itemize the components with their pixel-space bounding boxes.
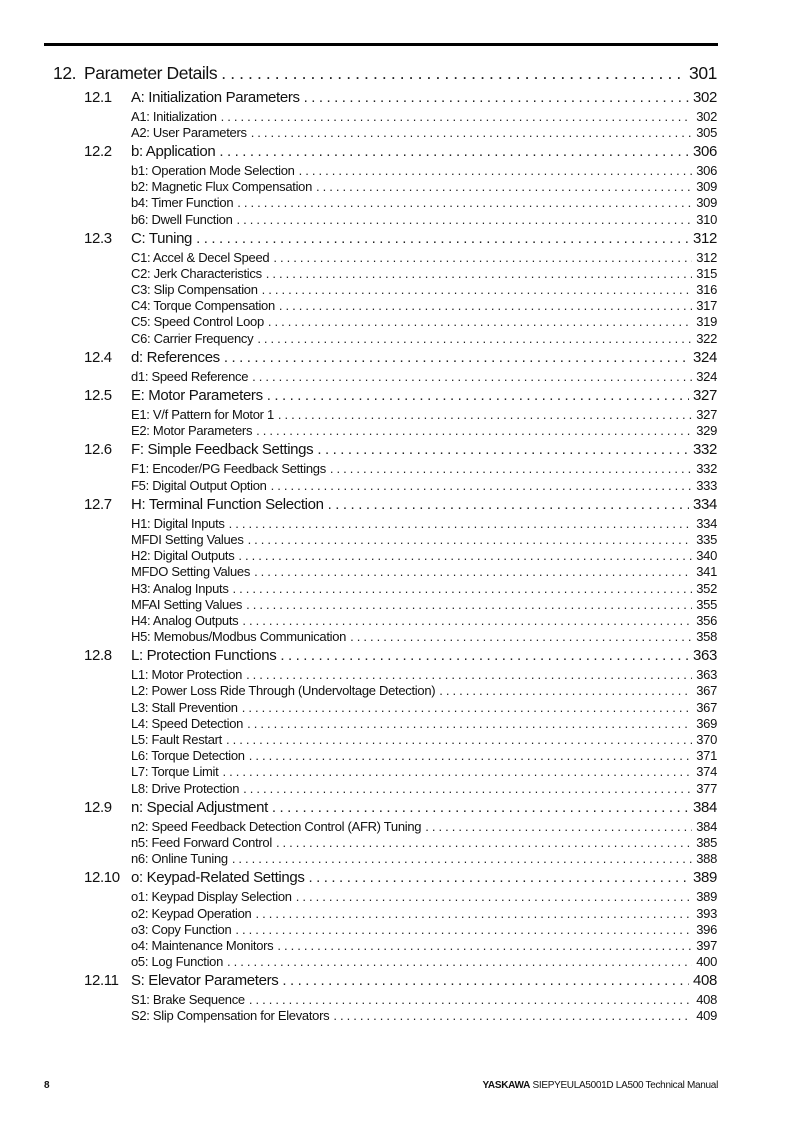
subsection-title: MFAI Setting Values	[131, 596, 243, 612]
subsection-page: 322	[696, 330, 717, 346]
subsection-title: n6: Online Tuning	[131, 851, 228, 867]
section-number: 12.10	[84, 869, 120, 887]
dot-leader	[328, 496, 689, 513]
section-title: A: Initialization Parameters	[131, 88, 300, 106]
toc-subsection-entry[interactable]	[53, 612, 717, 628]
subsection-page: 309	[696, 179, 717, 195]
subsection-page: 306	[696, 162, 717, 178]
toc-subsection-entry[interactable]	[53, 330, 717, 346]
section-title: H: Terminal Function Selection	[131, 495, 324, 513]
subsection-title: MFDI Setting Values	[131, 531, 244, 547]
footer-manual-name: SIEPYEULA5001D LA500 Technical Manual	[532, 1080, 718, 1091]
page-footer	[44, 1080, 718, 1091]
dot-leader	[317, 441, 689, 458]
section-page: 306	[693, 142, 717, 160]
toc-subsection-entry[interactable]	[53, 715, 717, 731]
chapter-number: 12.	[53, 62, 77, 83]
subsection-title: o2: Keypad Operation	[131, 905, 252, 921]
toc-section-entry[interactable]	[53, 493, 717, 515]
subsection-title: o1: Keypad Display Selection	[131, 889, 292, 905]
subsection-page: 367	[696, 683, 717, 699]
subsection-title: o5: Log Function	[131, 954, 224, 970]
section-number: 12.1	[84, 88, 112, 106]
toc-subsection-entry[interactable]	[53, 580, 717, 596]
toc-chapter-entry[interactable]	[53, 60, 717, 86]
section-number: 12.4	[84, 348, 112, 366]
subsection-title: b6: Dwell Function	[131, 211, 233, 227]
toc-section-entry[interactable]	[53, 970, 717, 992]
subsection-title: L8: Drive Protection	[131, 780, 240, 796]
dot-leader	[238, 548, 692, 563]
subsection-title: b4: Timer Function	[131, 195, 234, 211]
dot-leader	[257, 331, 692, 346]
dot-leader	[222, 764, 692, 779]
dot-leader	[439, 683, 692, 698]
subsection-page: 397	[696, 937, 717, 953]
toc-subsection-entry[interactable]	[53, 368, 717, 384]
dot-leader	[243, 781, 692, 796]
dot-leader	[247, 716, 692, 731]
subsection-title: F1: Encoder/PG Feedback Settings	[131, 461, 326, 477]
section-number: 12.2	[84, 142, 112, 160]
section-number: 12.3	[84, 229, 112, 247]
section-number: 12.5	[84, 386, 112, 404]
toc-subsection-entry[interactable]	[53, 905, 717, 921]
subsection-title: MFDO Setting Values	[131, 564, 251, 580]
subsection-page: 371	[696, 748, 717, 764]
subsection-title: H5: Memobus/Modbus Communication	[131, 629, 347, 645]
subsection-page: 369	[696, 715, 717, 731]
section-number: 12.8	[84, 647, 112, 665]
toc-subsection-entry[interactable]	[53, 211, 717, 227]
toc-section-entry[interactable]	[53, 439, 717, 461]
toc-subsection-entry[interactable]	[53, 596, 717, 612]
subsection-title: b1: Operation Mode Selection	[131, 162, 295, 178]
subsection-page: 389	[696, 889, 717, 905]
subsection-title: n5: Feed Forward Control	[131, 834, 272, 850]
subsection-page: 367	[696, 699, 717, 715]
toc-subsection-entry[interactable]	[53, 314, 717, 330]
toc-subsection-entry[interactable]	[53, 683, 717, 699]
toc-subsection-entry[interactable]	[53, 298, 717, 314]
toc-subsection-entry[interactable]	[53, 629, 717, 645]
subsection-title: b2: Magnetic Flux Compensation	[131, 179, 313, 195]
toc-subsection-entry[interactable]	[53, 265, 717, 281]
subsection-page: 327	[696, 407, 717, 423]
dot-leader	[316, 179, 692, 194]
section-page: 327	[693, 386, 717, 404]
toc-subsection-entry[interactable]	[53, 548, 717, 564]
dot-leader	[262, 282, 693, 297]
toc-section-entry[interactable]	[53, 346, 717, 368]
dot-leader	[233, 581, 693, 596]
subsection-title: C2: Jerk Characteristics	[131, 265, 262, 281]
section-title: n: Special Adjustment	[131, 798, 268, 816]
subsection-page: 363	[696, 667, 717, 683]
subsection-page: 329	[696, 423, 717, 439]
dot-leader	[248, 532, 693, 547]
dot-leader	[242, 613, 692, 628]
dot-leader	[246, 667, 692, 682]
dot-leader	[266, 266, 692, 281]
section-page: 389	[693, 869, 717, 887]
dot-leader	[267, 387, 689, 404]
subsection-title: S1: Brake Sequence	[131, 992, 245, 1008]
dot-leader	[235, 922, 692, 937]
chapter-page: 301	[689, 62, 717, 83]
dot-leader	[221, 63, 685, 84]
subsection-page: 335	[696, 531, 717, 547]
dot-leader	[255, 906, 692, 921]
dot-leader	[277, 938, 692, 953]
dot-leader	[196, 230, 689, 247]
subsection-page: 358	[696, 629, 717, 645]
subsection-title: F5: Digital Output Option	[131, 477, 267, 493]
toc-subsection-entry[interactable]	[53, 954, 717, 970]
header-rule	[44, 43, 718, 46]
toc-subsection-entry[interactable]	[53, 406, 717, 422]
subsection-page: 393	[696, 905, 717, 921]
dot-leader	[237, 212, 693, 227]
subsection-title: n2: Speed Feedback Detection Control (AFR) Tuning	[131, 818, 422, 834]
subsection-title: C6: Carrier Frequency	[131, 330, 254, 346]
subsection-page: 355	[696, 596, 717, 612]
toc-subsection-entry[interactable]	[53, 731, 717, 747]
section-number: 12.11	[84, 972, 119, 990]
dot-leader	[280, 647, 689, 664]
dot-leader	[251, 125, 693, 140]
dot-leader	[425, 819, 692, 834]
toc-subsection-entry[interactable]	[53, 564, 717, 580]
footer-page-number: 8	[44, 1080, 50, 1091]
subsection-page: 315	[696, 265, 717, 281]
dot-leader	[268, 314, 692, 329]
toc-subsection-entry[interactable]	[53, 179, 717, 195]
toc-subsection-entry[interactable]	[53, 937, 717, 953]
dot-leader	[224, 349, 689, 366]
section-page: 384	[693, 798, 717, 816]
subsection-page: 319	[696, 314, 717, 330]
toc-subsection-entry[interactable]	[53, 461, 717, 477]
subsection-title: o4: Maintenance Monitors	[131, 937, 274, 953]
section-title: C: Tuning	[131, 229, 193, 247]
footer-manual-title	[482, 1080, 718, 1091]
toc-subsection-entry[interactable]	[53, 124, 717, 140]
subsection-title: d1: Speed Reference	[131, 368, 249, 384]
subsection-page: 324	[696, 368, 717, 384]
section-title: E: Motor Parameters	[131, 386, 263, 404]
toc-subsection-entry[interactable]	[53, 423, 717, 439]
subsection-page: 317	[696, 298, 717, 314]
subsection-title: C3: Slip Compensation	[131, 282, 258, 298]
subsection-page: 305	[696, 124, 717, 140]
toc-subsection-entry[interactable]	[53, 699, 717, 715]
toc-subsection-entry[interactable]	[53, 162, 717, 178]
subsection-page: 388	[696, 851, 717, 867]
toc-section-entry[interactable]	[53, 796, 717, 818]
subsection-title: C5: Speed Control Loop	[131, 314, 264, 330]
toc-subsection-entry[interactable]	[53, 921, 717, 937]
dot-leader	[254, 564, 692, 579]
subsection-title: A2: User Parameters	[131, 124, 247, 140]
toc-subsection-entry[interactable]	[53, 851, 717, 867]
toc-subsection-entry[interactable]	[53, 108, 717, 124]
dot-leader	[278, 407, 692, 422]
subsection-title: E2: Motor Parameters	[131, 423, 253, 439]
dot-leader	[272, 799, 689, 816]
section-title: L: Protection Functions	[131, 647, 277, 665]
dot-leader	[227, 954, 692, 969]
subsection-page: 312	[696, 249, 717, 265]
subsection-page: 332	[696, 461, 717, 477]
section-number: 12.9	[84, 798, 112, 816]
subsection-title: A1: Initialization	[131, 108, 217, 124]
toc-subsection-entry[interactable]	[53, 249, 717, 265]
dot-leader	[279, 298, 692, 313]
section-page: 324	[693, 348, 717, 366]
subsection-title: L7: Torque Limit	[131, 764, 219, 780]
toc-subsection-entry[interactable]	[53, 780, 717, 796]
dot-leader	[232, 851, 692, 866]
subsection-title: C4: Torque Compensation	[131, 298, 275, 314]
subsection-title: L2: Power Loss Ride Through (Undervoltage Detection)	[131, 683, 436, 699]
toc-section-entry[interactable]	[53, 140, 717, 162]
dot-leader	[330, 461, 692, 476]
section-number: 12.6	[84, 441, 112, 459]
subsection-page: 340	[696, 548, 717, 564]
subsection-page: 384	[696, 818, 717, 834]
section-title: F: Simple Feedback Settings	[131, 441, 314, 459]
subsection-title: S2: Slip Compensation for Elevators	[131, 1008, 330, 1024]
dot-leader	[219, 143, 689, 160]
subsection-title: L3: Stall Prevention	[131, 699, 238, 715]
subsection-page: 333	[696, 477, 717, 493]
dot-leader	[299, 163, 693, 178]
toc-section-entry[interactable]	[53, 645, 717, 667]
dot-leader	[276, 835, 692, 850]
toc-subsection-entry[interactable]	[53, 992, 717, 1008]
toc-subsection-entry[interactable]	[53, 889, 717, 905]
subsection-page: 316	[696, 282, 717, 298]
subsection-page: 370	[696, 732, 717, 748]
subsection-page: 310	[696, 211, 717, 227]
toc-section-entry[interactable]	[53, 86, 717, 108]
section-title: b: Application	[131, 142, 216, 160]
subsection-title: C1: Accel & Decel Speed	[131, 249, 270, 265]
subsection-page: 374	[696, 764, 717, 780]
dot-leader	[226, 732, 692, 747]
toc-section-entry[interactable]	[53, 867, 717, 889]
dot-leader	[249, 992, 692, 1007]
toc-subsection-entry[interactable]	[53, 195, 717, 211]
section-title: d: References	[131, 348, 220, 366]
subsection-title: H4: Analog Outputs	[131, 612, 239, 628]
dot-leader	[271, 478, 693, 493]
subsection-title: H3: Analog Inputs	[131, 580, 229, 596]
subsection-title: L6: Torque Detection	[131, 748, 245, 764]
subsection-title: o3: Copy Function	[131, 921, 232, 937]
toc-subsection-entry[interactable]	[53, 834, 717, 850]
subsection-page: 334	[696, 515, 717, 531]
subsection-page: 352	[696, 580, 717, 596]
chapter-title: Parameter Details	[84, 62, 218, 83]
dot-leader	[246, 597, 692, 612]
subsection-page: 400	[696, 954, 717, 970]
toc-subsection-entry[interactable]	[53, 1008, 717, 1024]
dot-leader	[252, 369, 692, 384]
section-title: S: Elevator Parameters	[131, 972, 279, 990]
dot-leader	[273, 250, 692, 265]
toc-subsection-entry[interactable]	[53, 818, 717, 834]
dot-leader	[333, 1008, 692, 1023]
section-number: 12.7	[84, 495, 112, 513]
dot-leader	[221, 109, 693, 124]
subsection-title: L4: Speed Detection	[131, 715, 244, 731]
dot-leader	[237, 195, 692, 210]
dot-leader	[282, 972, 689, 989]
subsection-page: 341	[696, 564, 717, 580]
toc-subsection-entry[interactable]	[53, 282, 717, 298]
dot-leader	[229, 516, 693, 531]
subsection-title: L1: Motor Protection	[131, 667, 243, 683]
dot-leader	[242, 700, 692, 715]
dot-leader	[309, 869, 690, 886]
subsection-page: 309	[696, 195, 717, 211]
subsection-title: H1: Digital Inputs	[131, 515, 225, 531]
table-of-contents	[53, 60, 717, 1024]
section-page: 302	[693, 88, 717, 106]
dot-leader	[249, 748, 692, 763]
subsection-title: L5: Fault Restart	[131, 732, 222, 748]
dot-leader	[350, 629, 692, 644]
section-page: 334	[693, 495, 717, 513]
subsection-page: 356	[696, 612, 717, 628]
toc-subsection-entry[interactable]	[53, 515, 717, 531]
footer-brand: YASKAWA	[482, 1080, 530, 1091]
subsection-title: H2: Digital Outputs	[131, 548, 235, 564]
subsection-page: 396	[696, 921, 717, 937]
section-page: 312	[693, 229, 717, 247]
toc-subsection-entry[interactable]	[53, 531, 717, 547]
dot-leader	[296, 889, 693, 904]
section-title: o: Keypad-Related Settings	[131, 869, 305, 887]
section-page: 408	[693, 972, 717, 990]
section-page: 363	[693, 647, 717, 665]
toc-subsection-entry[interactable]	[53, 764, 717, 780]
toc-section-entry[interactable]	[53, 227, 717, 249]
toc-section-entry[interactable]	[53, 384, 717, 406]
subsection-page: 385	[696, 834, 717, 850]
subsection-title: E1: V/f Pattern for Motor 1	[131, 407, 274, 423]
dot-leader	[256, 423, 692, 438]
subsection-page: 408	[696, 992, 717, 1008]
toc-subsection-entry[interactable]	[53, 748, 717, 764]
toc-subsection-entry[interactable]	[53, 477, 717, 493]
section-page: 332	[693, 441, 717, 459]
toc-subsection-entry[interactable]	[53, 667, 717, 683]
subsection-page: 302	[696, 108, 717, 124]
dot-leader	[304, 89, 689, 106]
subsection-page: 409	[696, 1008, 717, 1024]
subsection-page: 377	[696, 780, 717, 796]
